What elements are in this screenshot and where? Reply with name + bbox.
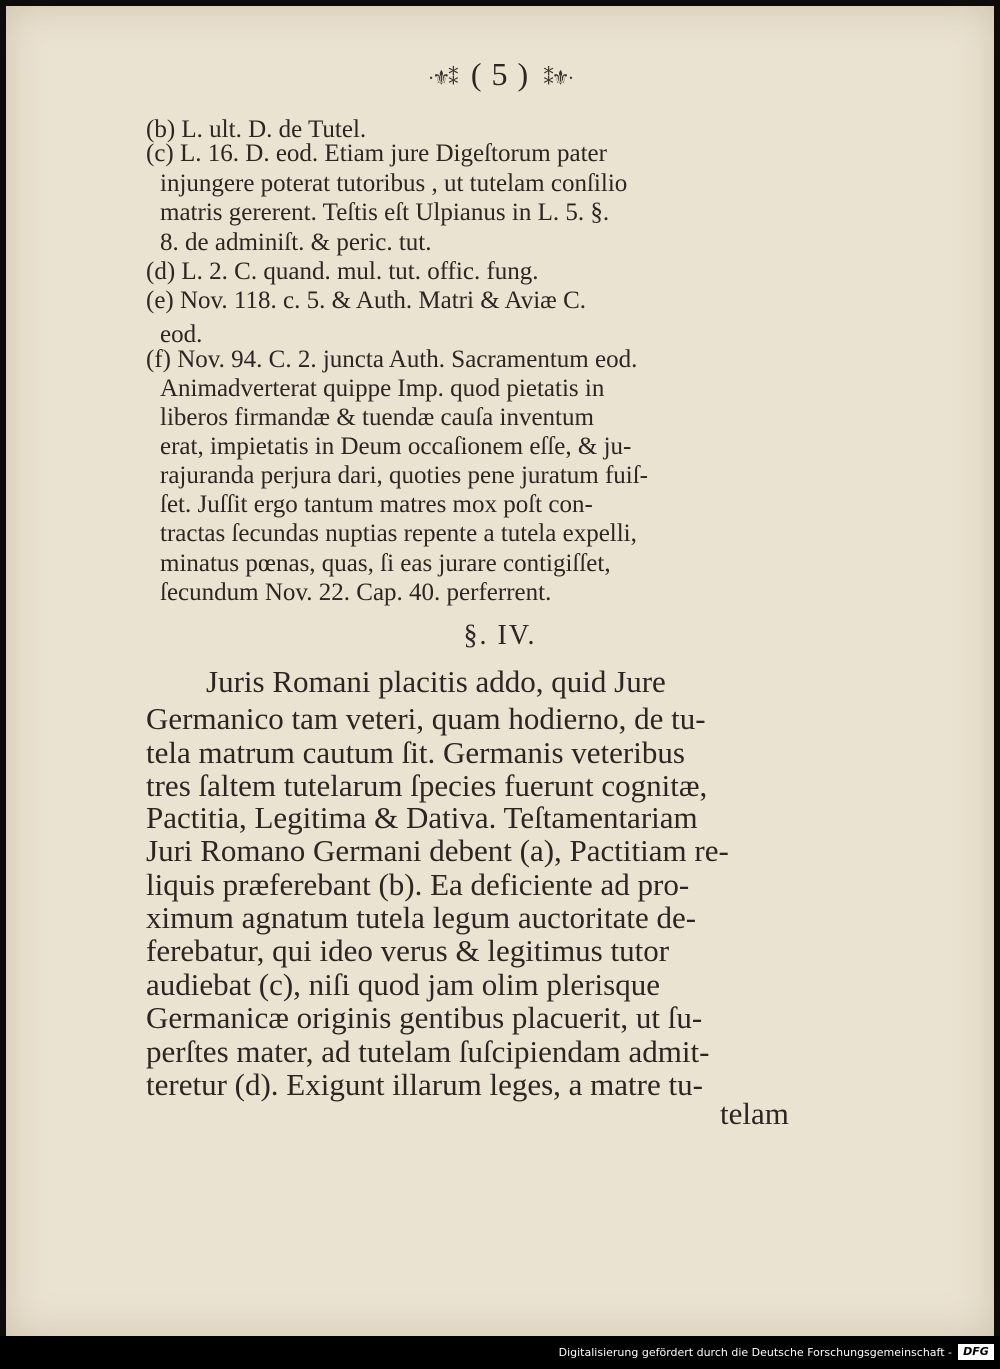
page-number: ( 5 ) bbox=[470, 56, 530, 92]
footnote-line: injungere poterat tutoribus , ut tutelam conſilio bbox=[160, 170, 628, 197]
footnote-c: (c) L. 16. D. eod. Etiam jure Digeſtorum pater bbox=[146, 140, 607, 167]
body-line: tela matrum cautum ſit. Germanis veteribus bbox=[146, 735, 685, 770]
footnote-f: (f) Nov. 94. C. 2. juncta Auth. Sacramentum eod. bbox=[146, 346, 638, 373]
body-line: Pactitia, Legitima & Dativa. Teſtamentariam bbox=[146, 800, 698, 835]
body-line: teretur (d). Exigunt illarum leges, a matre tu- bbox=[146, 1067, 703, 1102]
body-line: audiebat (c), niſi quod jam olim plerisque bbox=[146, 967, 660, 1002]
footnote-line: matris gererent. Teſtis eſt Ulpianus in L. 5. §. bbox=[160, 199, 610, 226]
left-ornament: ·⚜⁑ bbox=[427, 67, 457, 90]
catchword: telam bbox=[720, 1096, 789, 1131]
body-line: Juris Romani placitis addo, quid Jure bbox=[206, 664, 666, 699]
body-line: Germanicæ originis gentibus placuerit, ut ſu- bbox=[146, 1000, 703, 1035]
dfg-logo: DFG bbox=[958, 1344, 994, 1360]
footnote-line: erat, impietatis in Deum occaſionem eſſe, & ju- bbox=[160, 433, 632, 460]
footnote-line: ſet. Juſſit ergo tantum matres mox poſt con- bbox=[160, 491, 593, 518]
digitization-footer bbox=[0, 1336, 1000, 1369]
footnote-line: minatus pœnas, quas, ſi eas jurare contigiſſet, bbox=[160, 550, 611, 577]
body-line: ximum agnatum tutela legum auctoritate de- bbox=[146, 900, 697, 935]
footnote-line: Animadverterat quippe Imp. quod pietatis in bbox=[160, 375, 605, 402]
body-line: ferebatur, qui ideo verus & legitimus tutor bbox=[146, 933, 670, 968]
body-line: Juri Romano Germani debent (a), Pactitiam re- bbox=[146, 833, 729, 868]
footnote-b: (b) L. ult. D. de Tutel. bbox=[146, 116, 367, 143]
body-line: perſtes mater, ad tutelam ſuſcipiendam admit- bbox=[146, 1034, 710, 1069]
footer-credit: Digitalisierung gefördert durch die Deutsche Forschungsgemeinschaft - bbox=[558, 1346, 952, 1359]
footnote-line: tractas ſecundas nuptias repente a tutela expelli, bbox=[160, 520, 637, 547]
footnote-line: liberos firmandæ & tuendæ cauſa inventum bbox=[160, 404, 594, 431]
footnote-line: eod. bbox=[160, 321, 203, 348]
body-line: tres ſaltem tutelarum ſpecies fuerunt cognitæ, bbox=[146, 768, 708, 803]
footnote-line: rajuranda perjura dari, quoties pene juratum fuiſ- bbox=[160, 462, 649, 489]
body-line: Germanico tam veteri, quam hodierno, de tu- bbox=[146, 701, 706, 736]
footnote-line: 8. de adminiſt. & peric. tut. bbox=[160, 229, 432, 256]
footnote-line: ſecundum Nov. 22. Cap. 40. perferrent. bbox=[160, 579, 552, 606]
section-heading: §. IV. bbox=[463, 620, 537, 651]
footnote-e: (e) Nov. 118. c. 5. & Auth. Matri & Aviæ C. bbox=[146, 287, 587, 314]
right-ornament: ⁑⚜· bbox=[543, 67, 573, 90]
running-header bbox=[0, 56, 1000, 93]
body-line: liquis præferebant (b). Ea deficiente ad pro- bbox=[146, 867, 690, 902]
footnote-d: (d) L. 2. C. quand. mul. tut. offic. fung. bbox=[146, 258, 539, 285]
